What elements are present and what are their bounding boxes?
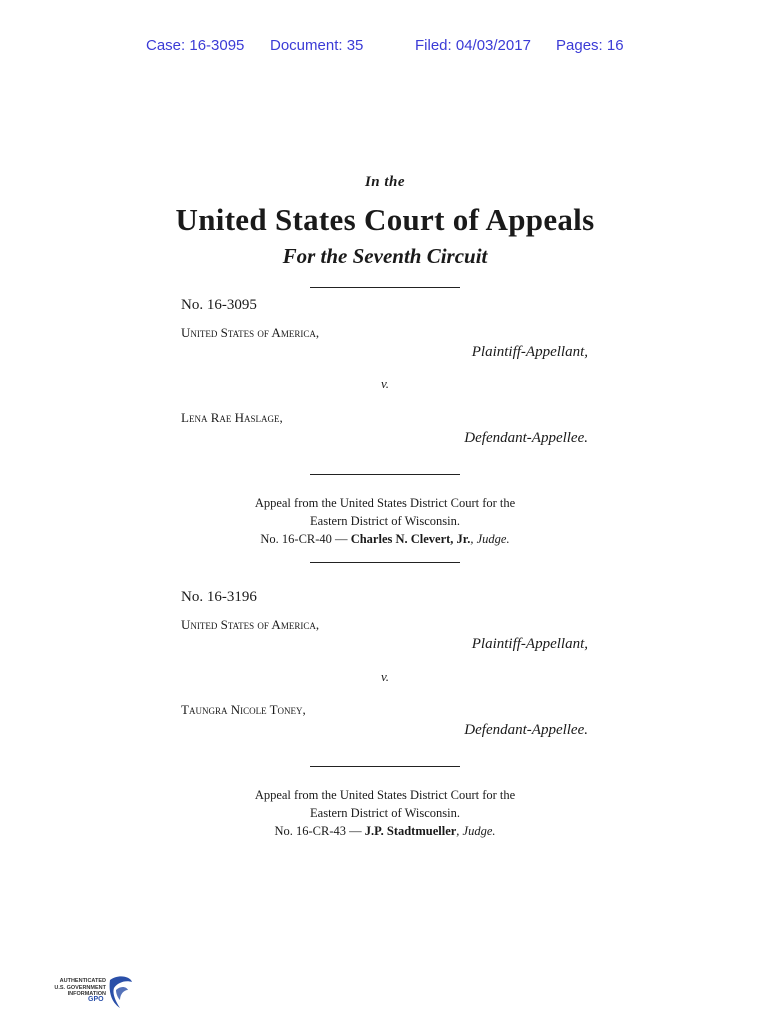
header-case-number: Case: 16-3095 [146, 37, 245, 54]
case1-plaintiff: United States of America, [181, 325, 320, 340]
case1-defendant-role: Defendant-Appellee. [464, 430, 588, 446]
eagle-icon [106, 974, 134, 1014]
case1-defendant: Lena Rae Haslage, [181, 410, 283, 425]
case1-number: No. 16-3095 [181, 297, 257, 313]
case2-defendant-role: Defendant-Appellee. [464, 722, 588, 738]
gpo-mark: GPO [88, 996, 104, 1003]
case2-judge-title: , Judge. [456, 824, 496, 838]
gpo-text-line: AUTHENTICATED [59, 978, 106, 984]
case2-judge-name: J.P. Stadtmueller [364, 824, 457, 838]
divider-rule [310, 766, 460, 767]
case1-judge-name: Charles N. Clevert, Jr. [350, 532, 471, 546]
case1-appeal-line2: Eastern District of Wisconsin. [310, 514, 460, 528]
case1-appeal-docket: No. 16-CR-40 — [260, 532, 348, 546]
court-name: United States Court of Appeals [175, 202, 595, 237]
case1-judge-title: , Judge. [470, 532, 510, 546]
docket-header [0, 37, 770, 57]
case2-appeal-docket: No. 16-CR-43 — [274, 824, 362, 838]
gpo-text-line: U.S. GOVERNMENT [54, 984, 106, 991]
court-preamble: In the [364, 174, 406, 190]
case2-appeal-info [0, 786, 770, 840]
case2-number: No. 16-3196 [181, 589, 257, 605]
case1-plaintiff-role: Plaintiff-Appellant, [471, 344, 588, 360]
court-circuit: For the Seventh Circuit [282, 244, 488, 268]
header-page-count: Pages: 16 [556, 37, 624, 54]
divider-rule [310, 474, 460, 475]
case2-plaintiff: United States of America, [181, 617, 320, 632]
gpo-text-line: INFORMATION [67, 991, 106, 997]
case2-plaintiff-role: Plaintiff-Appellant, [471, 636, 588, 652]
divider-rule [310, 287, 460, 288]
header-filed-date: Filed: 04/03/2017 [415, 37, 531, 54]
divider-rule [310, 562, 460, 563]
case1-appeal-line1: Appeal from the United States District Court for the [254, 496, 516, 510]
case2-appeal-line2: Eastern District of Wisconsin. [310, 806, 460, 820]
gpo-logo-text [46, 978, 106, 998]
case2-defendant: Taungra Nicole Toney, [181, 702, 306, 717]
case2-versus: v. [380, 669, 390, 684]
case2-appeal-line1: Appeal from the United States District Court for the [254, 788, 516, 802]
case1-versus: v. [380, 376, 390, 391]
gpo-authentication-logo [46, 974, 136, 1016]
case2-appeal-docket-line [0, 822, 770, 840]
header-document-number: Document: 35 [270, 37, 364, 54]
case1-appeal-info [0, 494, 770, 548]
case1-appeal-docket-line [0, 530, 770, 548]
